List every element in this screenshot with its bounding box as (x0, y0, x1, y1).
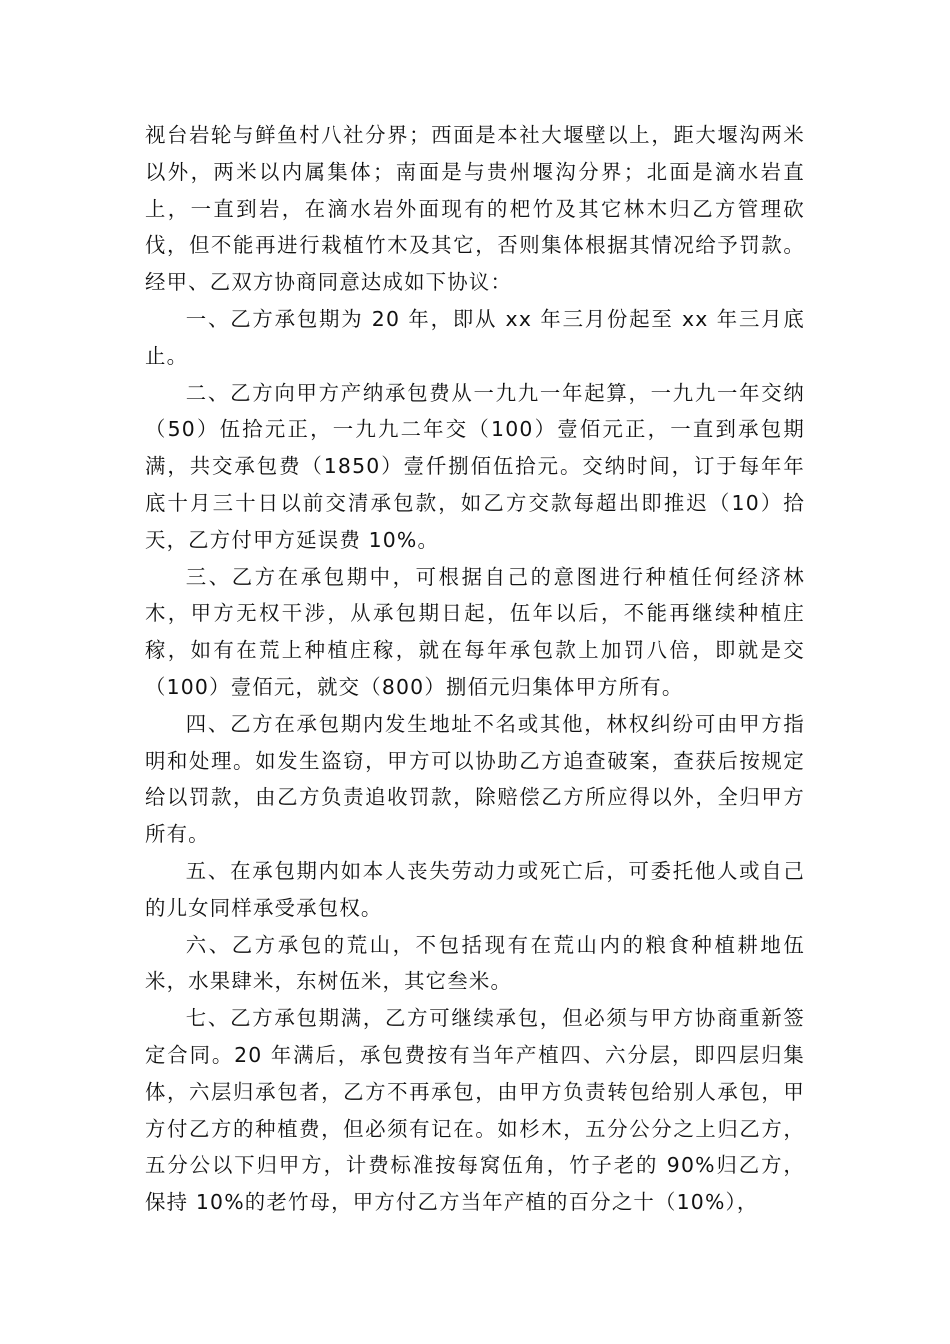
paragraph-clause-7: 七、乙方承包期满，乙方可继续承包，但必须与甲方协商重新签定合同。20 年满后，承包费按有当年产植四、六分层，即四层归集体，六层归承包者，乙方不再承包，由甲方负责转包给别人承包，甲方付乙方的种植费，但必须有记在。如杉木，五分公分之上归乙方，五分公以下归甲方，计费标准按每窝伍角，竹子老的 90%归乙方，保持 10%的老竹母，甲方付乙方当年产植的百分之十（10%）， (145, 1006, 805, 1215)
paragraph-boundary-continuation: 视台岩轮与鲜鱼村八社分界；西面是本社大堰壁以上，距大堰沟两米以外，两米以内属集体；南面是与贵州堰沟分界；北面是滴水岩直上，一直到岩，在滴水岩外面现有的杷竹及其它林木归乙方管理砍伐，但不能再进行栽植竹木及其它，否则集体根据其情况给予罚款。经甲、乙双方协商同意达成如下协议： (145, 123, 805, 295)
paragraph-clause-1: 一、乙方承包期为 20 年，即从 xx 年三月份起至 xx 年三月底止。 (145, 306, 805, 368)
paragraph-clause-4: 四、乙方在承包期内发生地址不名或其他，林权纠纷可由甲方指明和处理。如发生盗窃，甲方可以协助乙方追查破案，查获后按规定给以罚款，由乙方负责追收罚款，除赔偿乙方所应得以外，全归甲方所有。 (145, 711, 805, 847)
paragraph-clause-6: 六、乙方承包的荒山，不包括现有在荒山内的粮食种植耕地伍米，水果肆米，东树伍米，其它叁米。 (145, 932, 805, 994)
document-body (145, 117, 805, 1221)
paragraph-clause-3: 三、乙方在承包期中，可根据自己的意图进行种植任何经济林木，甲方无权干涉，从承包期日起，伍年以后，不能再继续种植庄稼，如有在荒上种植庄稼，就在每年承包款上加罚八倍，即就是交（100）壹佰元，就交（800）捌佰元归集体甲方所有。 (145, 564, 805, 699)
paragraph-clause-5: 五、在承包期内如本人丧失劳动力或死亡后，可委托他人或自己的儿女同样承受承包权。 (145, 858, 805, 920)
paragraph-clause-2: 二、乙方向甲方产纳承包费从一九九一年起算，一九九一年交纳（50）伍拾元正，一九九二年交（100）壹佰元正，一直到承包期满，共交承包费（1850）壹仟捌佰伍拾元。交纳时间，订于每年年底十月三十日以前交清承包款，如乙方交款每超出即推迟（10）拾天，乙方付甲方延误费 10%。 (145, 380, 805, 552)
